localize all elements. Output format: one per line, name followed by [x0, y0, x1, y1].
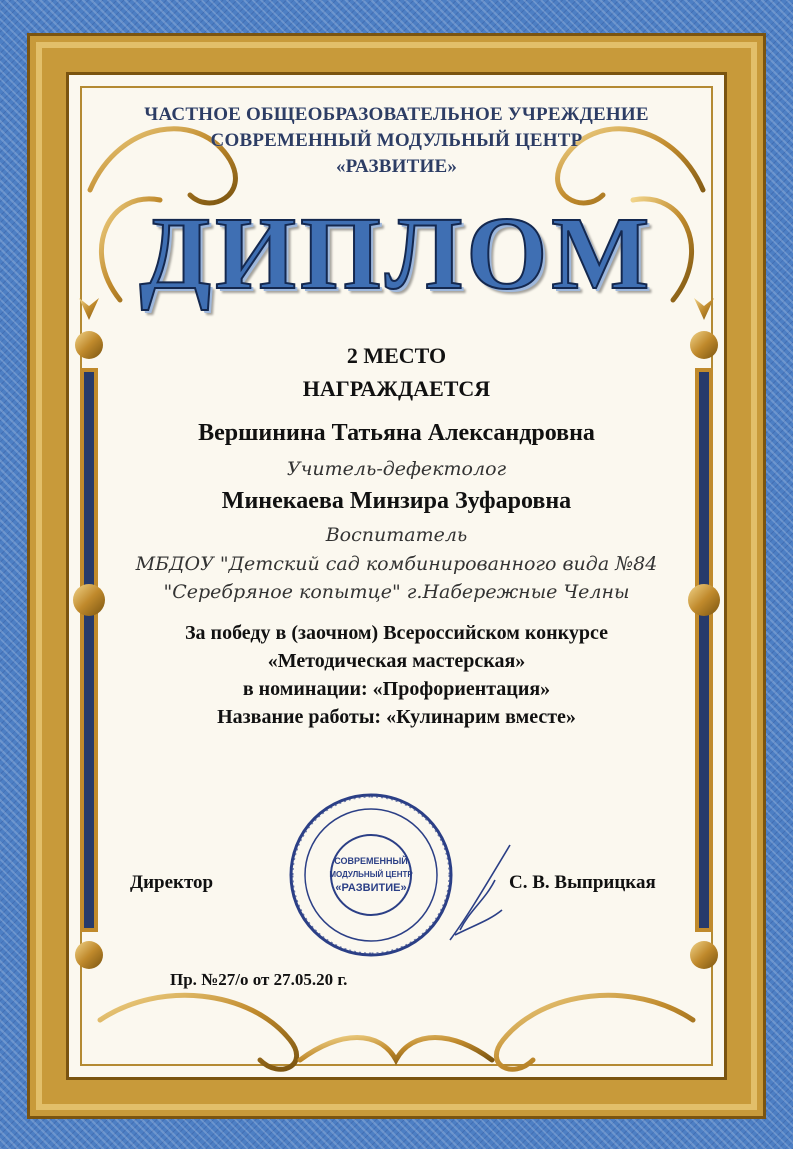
stamp-text-1: СОВРЕМЕННЫЙ [334, 856, 408, 866]
recipient-name-1: Вершинина Татьяна Александровна [198, 420, 595, 446]
institution-line-1: ЧАСТНОЕ ОБЩЕОБРАЗОВАТЕЛЬНОЕ УЧРЕЖДЕНИЕ [144, 104, 649, 125]
signature-position: Директор [130, 872, 214, 893]
institution-line-3: «РАЗВИТИЕ» [335, 156, 458, 177]
order-number: Пр. №27/о от 27.05.20 г. [170, 970, 348, 989]
organization-line-1: МБДОУ "Детский сад комбинированного вида №84 [135, 553, 658, 575]
recipient-role-2: Воспитатель [325, 524, 468, 546]
institution-line-2: СОВРЕМЕННЫЙ МОДУЛЬНЫЙ ЦЕНТР [210, 130, 583, 151]
signature-scribble-icon [440, 840, 520, 950]
stamp-text-2: МОДУЛЬНЫЙ ЦЕНТР [329, 870, 413, 879]
award-text-line-3: в номинации: «Профориентация» [242, 678, 551, 700]
diploma-title: ДИПЛОМ [139, 196, 654, 311]
signature-name: С. В. Выприцкая [509, 872, 656, 893]
award-text-line-1: За победу в (заочном) Всероссийском конкурсе [184, 622, 609, 644]
official-stamp [286, 790, 456, 960]
organization-line-2: "Серебряное копытце" г.Набережные Челны [163, 581, 630, 603]
recipient-role-1: Учитель-дефектолог [286, 458, 507, 480]
recipient-name-2: Минекаева Минзира Зуфаровна [221, 488, 572, 514]
stamp-text-3: «РАЗВИТИЕ» [335, 882, 407, 894]
award-text-line-2: «Методическая мастерская» [267, 650, 526, 672]
awarded-label: НАГРАЖДАЕТСЯ [302, 376, 491, 401]
award-text-line-4: Название работы: «Кулинарим вместе» [217, 706, 576, 728]
place-label: 2 МЕСТО [346, 343, 447, 368]
